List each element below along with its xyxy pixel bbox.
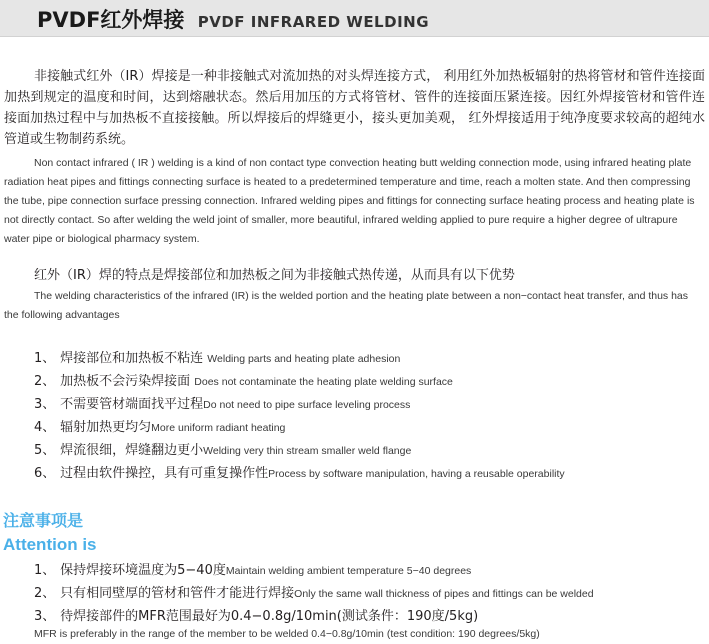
page-title-en: PVDF INFRARED WELDING <box>197 13 430 31</box>
list-item: 4、 辐射加热更均匀More uniform radiant heating <box>34 420 286 435</box>
list-item: 1、 焊接部位和加热板不粘连 Welding parts and heating plate adhesion <box>34 351 401 366</box>
list-item: 2、 加热板不会污染焊接面 Does not contaminate the heating plate welding surface <box>34 374 453 389</box>
mfr-note-en: MFR is preferably in the range of the member to be welded 0.4−0.8g/10min (test condition: 190 degrees/5kg) <box>34 628 540 640</box>
intro-paragraph-en: Non contact infrared ( IR ) welding is a kind of non contact type convection heating butt welding connection mode, using infrared heating plate radiation heat pipes and fittings connecting surface is heated to a predetermined temperature and time, reach a molten state. And then compressing the tube, pipe connection surface pressing connection. Infrared welding pipes and fittings for connecting surface heating process and heating plate is not directly contact. So after welding the weld joint of smaller, more beautiful, infrared welding applied to pure require a higher degree of ultrapure water pipe or biological pharmacy system. <box>4 157 695 245</box>
list-item: 1、 保持焊接环境温度为5−40度Maintain welding ambient temperature 5−40 degrees <box>34 563 472 578</box>
attention-heading-zh: 注意事项是 <box>3 511 84 530</box>
intro-paragraph-zh: 非接触式红外（IR）焊接是一种非接触式对流加热的对头焊连接方式， 利用红外加热板辐射的热将管材和管件连接面加热到规定的温度和时间，达到熔融状态。然后用加压的方式将管材、管件的连接面压紧连接。因红外焊接管材和管件连接面加热过程中与加热板不直接接触。所以焊接后的焊缝更小，接头更加美观， 红外焊接适用于纯净度要求较高的超纯水管道或生物制药系统。 <box>4 69 705 147</box>
page-title <box>37 4 429 34</box>
list-item: 3、 待焊接部件的MFR范围最好为0.4−0.8g/10min(测试条件：190度/5kg) <box>34 609 479 624</box>
page-title-zh: PVDF红外焊接 <box>37 8 185 32</box>
list-item: 6、 过程由软件操控，具有可重复操作性Process by software manipulation, having a reusable operability <box>34 466 565 481</box>
list-item: 5、 焊流很细，焊缝翻边更小Welding very thin stream smaller weld flange <box>34 443 412 458</box>
advantages-list <box>34 347 565 485</box>
list-item: 3、 不需要管材端面找平过程Do not need to pipe surface leveling process <box>34 397 411 412</box>
features-paragraph-en: The welding characteristics of the infrared (IR) is the welded portion and the heating plate between a non−contact heat transfer, and thus has the following advantages <box>4 290 689 321</box>
attention-heading-en: Attention is <box>3 535 97 554</box>
header-bar <box>0 0 709 37</box>
features-paragraph-zh: 红外（IR）焊的特点是焊接部位和加热板之间为非接触式热传递，从而具有以下优势 <box>34 268 515 283</box>
list-item: 2、 只有相同壁厚的管材和管件才能进行焊接Only the same wall thickness of pipes and fittings can be welded <box>34 586 594 601</box>
attention-list <box>34 559 594 628</box>
